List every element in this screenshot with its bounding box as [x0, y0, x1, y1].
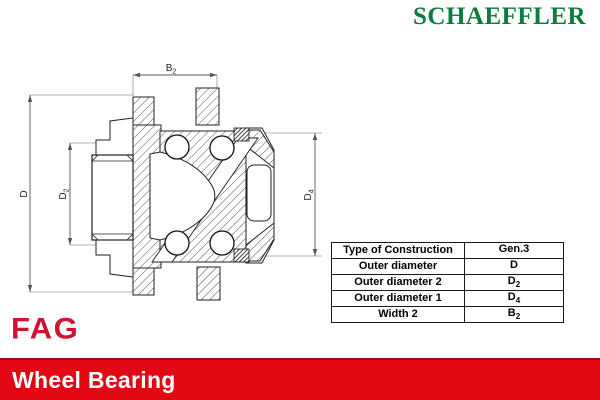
spec-value: D [465, 259, 564, 275]
spec-value: $D_4$ [465, 291, 564, 307]
spec-row [332, 307, 564, 323]
spec-value: $B_2$ [465, 307, 564, 323]
hub-cross-section-drawing [10, 52, 350, 312]
bearing-ball [165, 135, 189, 159]
spec-row [332, 275, 564, 291]
dim-label-d4: $D_4$ [303, 189, 316, 201]
pilot-cylinder [92, 118, 133, 277]
product-title-bar [0, 358, 600, 400]
dim-label-d2: $D_2$ [58, 188, 71, 200]
spec-label: Width 2 [332, 307, 465, 323]
outer-ring-bore [247, 165, 271, 221]
product-title: Wheel Bearing [12, 366, 176, 393]
fag-logo: FAG [11, 312, 80, 346]
stud-boss-bottom-left [133, 268, 154, 295]
bearing-ball [210, 231, 234, 255]
spec-label: Type of Construction [332, 243, 465, 259]
bearing-ball [165, 231, 189, 255]
spec-label: Outer diameter 1 [332, 291, 465, 307]
seal-top [234, 128, 249, 141]
spec-label: Outer diameter [332, 259, 465, 275]
spec-row [332, 259, 564, 275]
dim-label-d: D [19, 190, 30, 198]
spec-value: $D_2$ [465, 275, 564, 291]
dim-label-b2: $B_2$ [165, 63, 177, 76]
stud-boss-top-left [133, 97, 154, 125]
stud-boss-bottom-right [197, 267, 220, 300]
spec-row [332, 243, 564, 259]
bearing-ball [210, 136, 234, 160]
seal-bottom [234, 249, 249, 262]
schaeffler-logo: SCHAEFFLER [413, 3, 587, 30]
stud-boss-top-right [196, 88, 219, 125]
spec-table [331, 242, 564, 323]
spec-row [332, 291, 564, 307]
spec-label: Outer diameter 2 [332, 275, 465, 291]
spec-value: Gen.3 [465, 243, 564, 259]
